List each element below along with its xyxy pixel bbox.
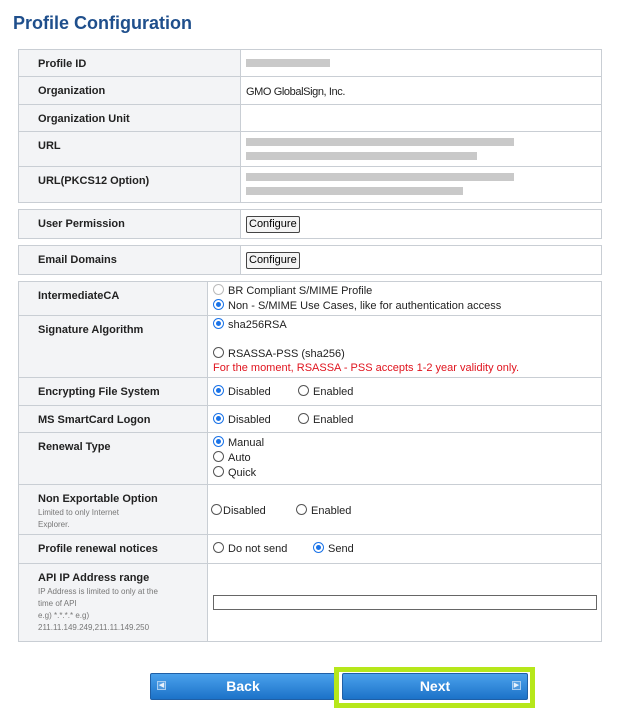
smartcard-option-enabled[interactable]: Enabled <box>298 413 353 426</box>
email-domains-table <box>18 245 602 275</box>
intermediate-ca-cell <box>208 282 602 316</box>
renewal-option-auto[interactable]: Auto <box>213 451 251 464</box>
api-ip-sub-4: 211.11.149.249,211.11.149.250 <box>38 623 150 632</box>
url-value <box>241 132 602 167</box>
api-ip-sub-1: IP Address is limited to only at the <box>38 587 158 596</box>
redacted-profile-id <box>246 59 330 67</box>
api-ip-input[interactable] <box>213 595 597 610</box>
api-ip-cell <box>208 564 602 642</box>
radio-on-icon[interactable] <box>213 385 224 396</box>
radio-off-icon[interactable] <box>211 504 222 515</box>
non-exportable-label-cell <box>19 485 208 535</box>
profile-info-table <box>18 49 602 203</box>
renewal-type-label: Renewal Type <box>19 433 208 485</box>
page-title: Profile Configuration <box>13 13 192 33</box>
radio-off-icon[interactable] <box>213 451 224 462</box>
email-domains-label: Email Domains <box>19 246 241 275</box>
email-domains-cell <box>241 246 602 275</box>
api-ip-sub-3: e.g) *.*.*.* e.g) <box>38 611 90 620</box>
back-button[interactable] <box>150 673 336 700</box>
intermediate-ca-option-non-smime[interactable]: Non - S/MIME Use Cases, like for authentication access <box>213 299 501 312</box>
non-exportable-option-disabled[interactable]: Disabled <box>211 504 266 517</box>
efs-label: Encrypting File System <box>19 378 208 406</box>
organization-label: Organization <box>19 77 241 105</box>
notice-option-send[interactable]: Send <box>313 542 354 555</box>
settings-table <box>18 281 602 642</box>
redacted-url-line-1 <box>246 138 514 146</box>
redacted-pkcs12-line-1 <box>246 173 514 181</box>
radio-on-icon[interactable] <box>213 436 224 447</box>
org-unit-value <box>241 105 602 132</box>
renewal-type-cell <box>208 433 602 485</box>
intermediate-ca-option-br[interactable]: BR Compliant S/MIME Profile <box>213 284 372 297</box>
organization-text: GMO GlobalSign, Inc. <box>246 86 345 98</box>
smartcard-cell <box>208 406 602 433</box>
url-pkcs12-value <box>241 167 602 203</box>
non-exportable-cell <box>208 485 602 535</box>
back-button-label: Back <box>226 678 260 694</box>
next-button-highlight <box>334 667 535 708</box>
efs-cell <box>208 378 602 406</box>
api-ip-label-cell <box>19 564 208 642</box>
user-permission-configure-button[interactable]: Configure <box>246 216 300 233</box>
next-button-label: Next <box>419 678 451 694</box>
radio-off-icon[interactable] <box>213 466 224 477</box>
chevron-right-icon: ▶ <box>513 682 520 689</box>
user-permission-label: User Permission <box>19 210 241 239</box>
signature-algorithm-label: Signature Algorithm <box>19 316 208 378</box>
efs-option-enabled[interactable]: Enabled <box>298 385 353 398</box>
redacted-pkcs12-line-2 <box>246 187 463 195</box>
notice-option-do-not-send[interactable]: Do not send <box>213 542 287 555</box>
radio-on-icon[interactable] <box>213 299 224 310</box>
renewal-option-manual[interactable]: Manual <box>213 436 264 449</box>
signature-algorithm-cell <box>208 316 602 378</box>
radio-off-icon[interactable] <box>213 284 224 295</box>
url-label: URL <box>19 132 241 167</box>
user-permission-cell <box>241 210 602 239</box>
intermediate-ca-label: IntermediateCA <box>19 282 208 316</box>
redacted-url-line-2 <box>246 152 477 160</box>
signature-note: For the moment, RSASSA - PSS accepts 1-2 year validity only. <box>213 362 520 374</box>
non-exportable-option-enabled[interactable]: Enabled <box>296 504 351 517</box>
efs-option-disabled[interactable]: Disabled <box>213 385 271 398</box>
smartcard-option-disabled[interactable]: Disabled <box>213 413 271 426</box>
radio-on-icon[interactable] <box>213 318 224 329</box>
radio-off-icon[interactable] <box>298 413 309 424</box>
non-exportable-label: Non Exportable Option <box>38 493 158 505</box>
renewal-notices-cell <box>208 535 602 564</box>
renewal-option-quick[interactable]: Quick <box>213 466 256 479</box>
signature-option-rsassa-pss[interactable]: RSASSA-PSS (sha256) <box>213 347 345 360</box>
radio-on-icon[interactable] <box>313 542 324 553</box>
renewal-notices-label: Profile renewal notices <box>19 535 208 564</box>
email-domains-configure-button[interactable]: Configure <box>246 252 300 269</box>
profile-id-label: Profile ID <box>19 50 241 77</box>
organization-value <box>241 77 602 105</box>
chevron-left-icon: ◀ <box>158 682 165 689</box>
radio-off-icon[interactable] <box>298 385 309 396</box>
radio-off-icon[interactable] <box>296 504 307 515</box>
api-ip-label: API IP Address range <box>38 572 150 584</box>
signature-option-sha256rsa[interactable]: sha256RSA <box>213 318 287 331</box>
url-pkcs12-label: URL(PKCS12 Option) <box>19 167 241 203</box>
org-unit-label: Organization Unit <box>19 105 241 132</box>
api-ip-sub-2: time of API <box>38 599 77 608</box>
non-exportable-sub: Limited to only Internet Explorer. <box>38 508 119 529</box>
radio-off-icon[interactable] <box>213 542 224 553</box>
radio-on-icon[interactable] <box>213 413 224 424</box>
user-permission-table <box>18 209 602 239</box>
smartcard-label: MS SmartCard Logon <box>19 406 208 433</box>
profile-id-value <box>241 50 602 77</box>
radio-off-icon[interactable] <box>213 347 224 358</box>
